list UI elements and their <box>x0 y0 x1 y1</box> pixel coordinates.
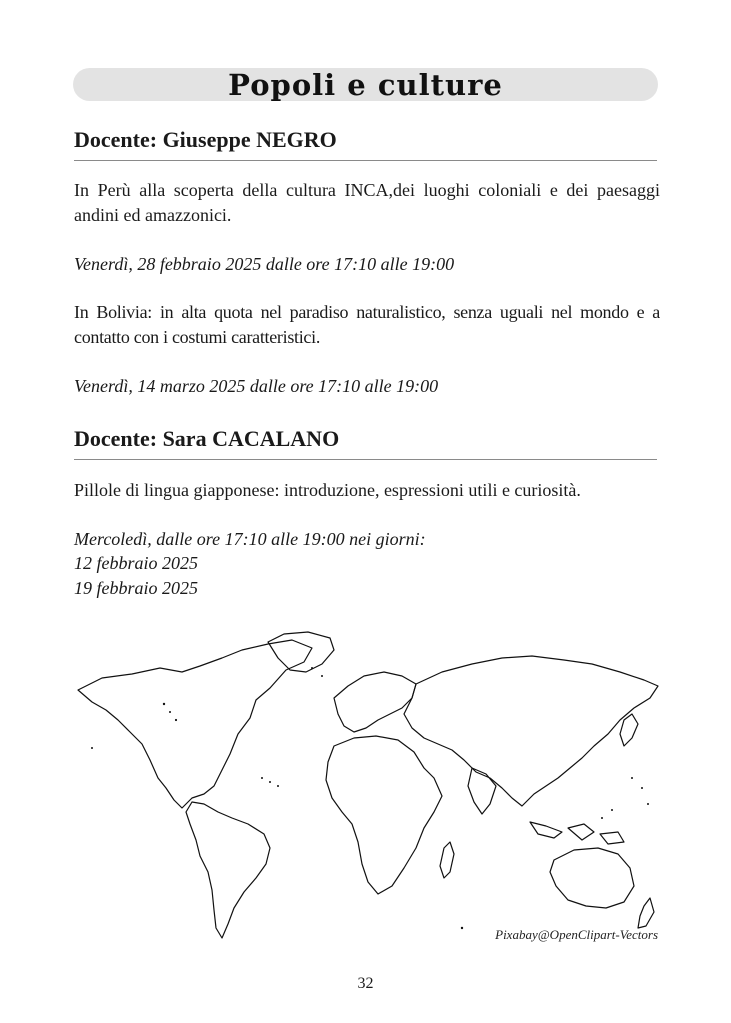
north-america-outline <box>78 640 312 808</box>
europe-outline <box>334 672 416 732</box>
africa-outline <box>326 736 442 894</box>
new-zealand-outline <box>638 898 654 928</box>
page-number: 32 <box>357 975 374 992</box>
world-map <box>72 628 662 948</box>
peru-description: In Perù alla scoperta della cultura INCA,dei luoghi coloniali e dei paesaggi andini ed amazzonici. <box>74 180 660 225</box>
bolivia-date: Venerdì, 14 marzo 2025 dalle ore 17:10 alle 19:00 <box>74 376 439 396</box>
japanese-description: Pillole di lingua giapponese: introduzione, espressioni utili e curiosità. <box>74 480 581 500</box>
image-credit: Pixabay@OpenClipart-Vectors <box>495 927 658 942</box>
docente-heading-negro: Docente: Giuseppe NEGRO <box>74 127 337 152</box>
title-banner <box>73 68 658 101</box>
japan-outline <box>620 714 638 746</box>
australia-outline <box>550 848 634 908</box>
madagascar-outline <box>440 842 454 878</box>
islands-dots <box>91 667 649 929</box>
japanese-date-1: 12 febbraio 2025 <box>74 553 198 573</box>
indonesia-outline <box>530 822 624 844</box>
page-title: Popoli e culture <box>228 67 503 102</box>
bolivia-description: In Bolivia: in alta quota nel paradiso naturalistico, senza uguali nel mondo e a contatto con i costumi caratteristici. <box>74 302 660 347</box>
section-divider <box>74 459 657 460</box>
japanese-date-2: 19 febbraio 2025 <box>74 578 198 598</box>
peru-date: Venerdì, 28 febbraio 2025 dalle ore 17:10 alle 19:00 <box>74 254 455 274</box>
greenland-outline <box>268 632 334 672</box>
section-divider <box>74 160 657 161</box>
japanese-schedule: Mercoledì, dalle ore 17:10 alle 19:00 nei giorni: <box>74 529 426 549</box>
south-america-outline <box>186 802 270 938</box>
asia-outline <box>404 656 658 806</box>
docente-heading-cacalano: Docente: Sara CACALANO <box>74 426 340 451</box>
